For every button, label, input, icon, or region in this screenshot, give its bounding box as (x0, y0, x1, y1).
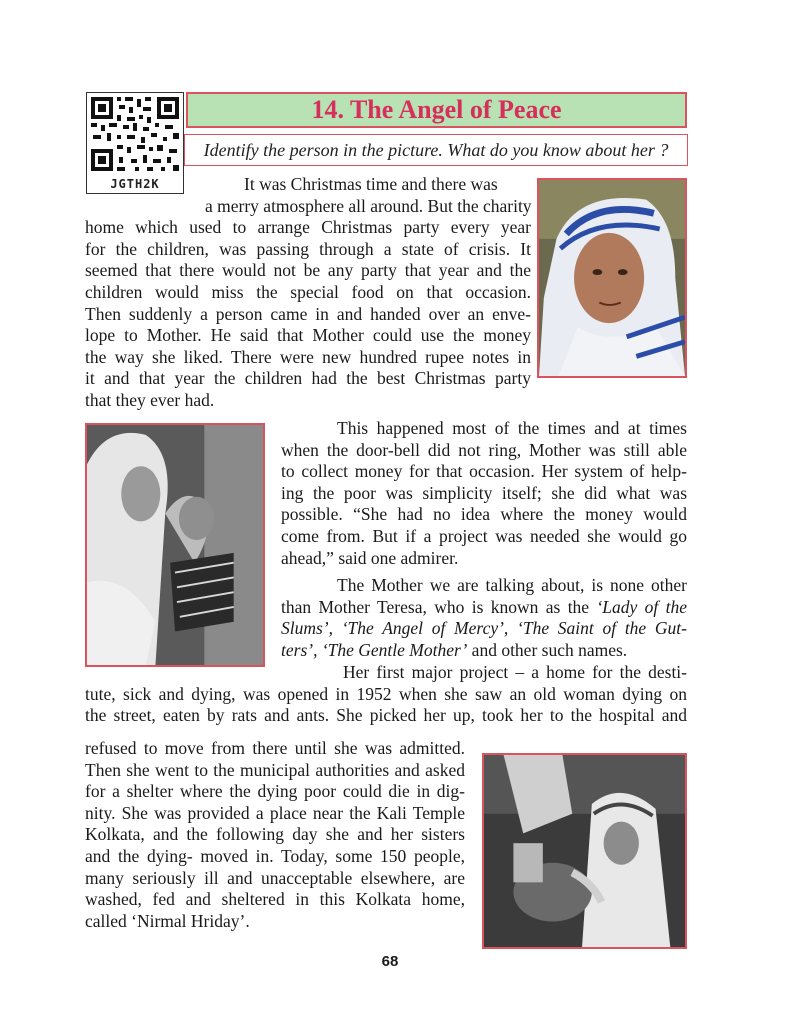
portrait-photo (537, 178, 687, 378)
text-line: it and that year the children had the best Christmas party (85, 368, 531, 389)
mother-with-child-photo (85, 423, 265, 667)
text-line: possible. “She had no idea where the money would (281, 504, 687, 525)
paragraph-4-wrap (85, 738, 465, 932)
paragraph-1 (85, 174, 531, 412)
text-line: when the door-bell did not ring, Mother was still able (281, 439, 687, 460)
italic-segment: Slums’, ‘The Angel of Mercy’, ‘The Saint of the Gut- (281, 618, 687, 639)
text-line: for the children, was passing through a state of crisis. It (85, 238, 531, 259)
text-line: children would miss the special food on that occasion. (85, 281, 531, 302)
paragraph-3 (281, 575, 687, 661)
qr-code-label: JGTH2K (110, 177, 160, 191)
text-line: ahead,” said one admirer. (281, 547, 459, 568)
text-line: ing the poor was simplicity itself; she did what was (281, 482, 687, 503)
text-segment: and other such names. (467, 639, 628, 660)
text-line: and the dying- moved in. Today, some 150 people, (85, 845, 465, 866)
text-line: It was Christmas time and there was (244, 174, 498, 194)
text-line: The Mother we are talking about, is none other (337, 575, 687, 595)
text-line: called ‘Nirmal Hriday’. (85, 910, 250, 931)
text-line: lope to Mother. He said that Mother could use the money (85, 325, 531, 346)
text-line: for a shelter where the dying poor could die in dig- (85, 781, 465, 802)
text-line: the way she liked. There were new hundred rupee notes in (85, 346, 531, 367)
page-number: 68 (381, 953, 399, 970)
text-line: come from. But if a project was needed she would go (281, 525, 687, 546)
text-line: nity. She was provided a place near the Kali Temple (85, 802, 465, 823)
text-line: refused to move from there until she was admitted. (85, 738, 465, 758)
text-line (281, 597, 687, 619)
qr-code-pattern (87, 93, 183, 175)
chapter-title-bar (186, 92, 687, 128)
text-line (281, 640, 687, 662)
text-line: Then she went to the municipal authorities and asked (85, 759, 465, 780)
italic-segment: ‘Lady of the (596, 596, 687, 617)
text-line: many seriously ill and unacceptable elsewhere, are (85, 867, 465, 888)
text-line: Kolkata, and the following day she and her sisters (85, 824, 465, 845)
text-line: washed, fed and sheltered in this Kolkata home, (85, 889, 465, 910)
prompt-box (184, 134, 688, 166)
text-line: seemed that there would not be any party that year and the (85, 260, 531, 281)
text-line: to collect money for that occasion. Her system of help- (281, 461, 687, 482)
text-line: Then suddenly a person came in and handed over an enve- (85, 303, 531, 324)
paragraph-4-top (85, 662, 687, 727)
text-line: the street, eaten by rats and ants. She picked her up, took her to the hospital and (85, 705, 687, 726)
paragraph-2 (281, 418, 687, 569)
text-line: Her first major project – a home for the desti- (343, 662, 687, 682)
text-line: home which used to arrange Christmas party every year (85, 217, 531, 238)
text-segment: than Mother Teresa, who is known as the (281, 596, 597, 617)
chapter-title: 14. The Angel of Peace (311, 95, 562, 124)
text-line: that they ever had. (85, 389, 215, 410)
text-line: a merry atmosphere all around. But the charity (205, 195, 532, 216)
text-line (281, 618, 687, 640)
mother-giving-photo (482, 753, 687, 949)
text-line: tute, sick and dying, was opened in 1952 when she saw an old woman dying on (85, 683, 687, 704)
italic-segment: ters’, ‘The Gentle Mother’ (281, 639, 468, 660)
prompt-text: Identify the person in the picture. What do you know about her ? (203, 139, 669, 160)
text-line: This happened most of the times and at times (337, 418, 687, 438)
